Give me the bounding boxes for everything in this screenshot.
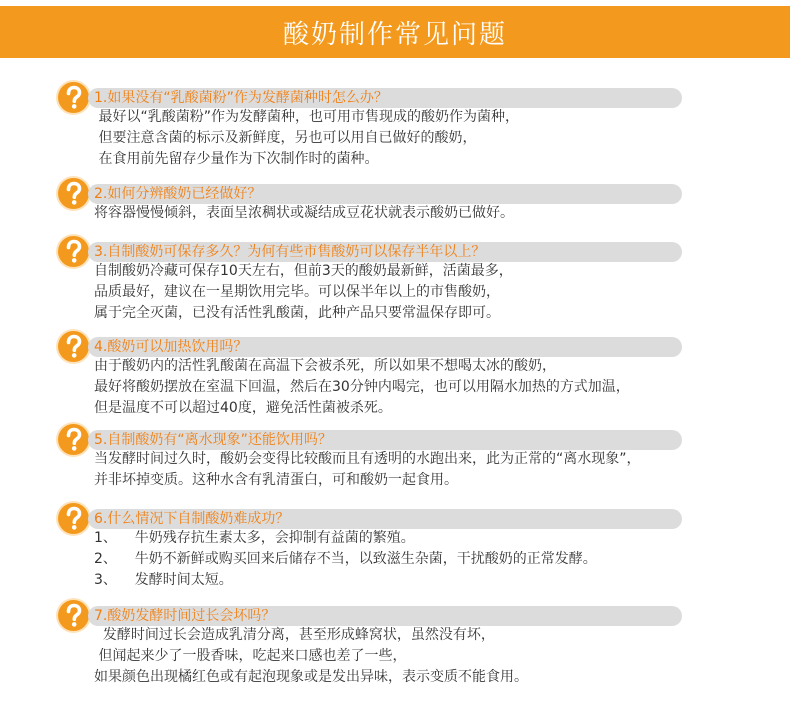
question-mark-icon	[58, 82, 89, 113]
faq-answer-line: 自制酸奶冷藏可保存10天左右，但前3天的酸奶最新鲜，活菌最多，	[94, 263, 513, 279]
faq-answer-line: 并非坏掉变质。这种水含有乳清蛋白，可和酸奶一起食用。	[94, 472, 458, 488]
faq-answer-line: 品质最好，建议在一星期饮用完毕。可以保半年以上的市售酸奶，	[94, 284, 500, 300]
faq-question: 3.自制酸奶可保存多久？为何有些市售酸奶可以保存半年以上？	[88, 242, 682, 262]
page-title: 酸奶制作常见问题	[282, 19, 507, 50]
faq-answer-line: 当发酵时间过久时，酸奶会变得比较酸而且有透明的水跑出来，此为正常的“离水现象”，	[94, 451, 641, 467]
faq-answer-line: 但是温度不可以超过40度，避免活性菌被杀死。	[94, 400, 392, 416]
faq-answer-line: 3、 发酵时间太短。	[94, 572, 233, 588]
faq-answer	[94, 203, 734, 224]
faq-answer	[94, 625, 734, 688]
faq-answer-line: 在食用前先留存少量作为下次制作时的菌种。	[94, 151, 379, 167]
faq-answer-line: 最好将酸奶摆放在室温下回温，然后在30分钟内喝完，也可以用隔水加热的方式加温，	[94, 379, 630, 395]
faq-answer-line: 由于酸奶内的活性乳酸菌在高温下会被杀死，所以如果不想喝太冰的酸奶，	[94, 358, 556, 374]
faq-answer	[94, 528, 734, 591]
faq-question: 2.如何分辨酸奶已经做好？	[88, 184, 682, 204]
page-title-banner	[0, 6, 790, 58]
faq-answer-line: 1、 牛奶残存抗生素太多，会抑制有益菌的繁殖。	[94, 530, 415, 546]
faq-answer-line: 将容器慢慢倾斜，表面呈浓稠状或凝结成豆花状就表示酸奶已做好。	[94, 205, 514, 221]
faq-question: 5.自制酸奶有“离水现象”还能饮用吗？	[88, 430, 682, 450]
question-mark-icon	[58, 236, 89, 267]
faq-answer-line: 最好以“乳酸菌粉”作为发酵菌种，也可用市售现成的酸奶作为菌种，	[94, 109, 519, 125]
faq-answer-line: 属于完全灭菌，已没有活性乳酸菌，此种产品只要常温保存即可。	[94, 305, 500, 321]
faq-answer	[94, 107, 734, 170]
faq-question: 7.酸奶发酵时间过长会坏吗？	[88, 606, 682, 626]
faq-answer-line: 但闻起来少了一股香味，吃起来口感也差了一些，	[94, 648, 407, 664]
question-mark-icon	[58, 331, 89, 362]
faq-answer	[94, 356, 734, 419]
question-mark-icon	[58, 600, 89, 631]
question-mark-icon	[58, 178, 89, 209]
faq-answer	[94, 261, 734, 324]
question-mark-icon	[58, 424, 89, 455]
faq-question: 6.什么情况下自制酸奶难成功？	[88, 509, 682, 529]
faq-answer-line: 2、 牛奶不新鲜或购买回来后储存不当，以致滋生杂菌，干扰酸奶的正常发酵。	[94, 551, 597, 567]
faq-answer-line: 发酵时间过长会造成乳清分离，甚至形成蜂窝状，虽然没有坏，	[94, 627, 495, 643]
faq-question: 1.如果没有“乳酸菌粉”作为发酵菌种时怎么办？	[88, 88, 682, 108]
faq-answer-line: 如果颜色出现橘红色或有起泡现象或是发出异味，表示变质不能食用。	[94, 669, 528, 685]
faq-answer-line: 但要注意含菌的标示及新鲜度，另也可以用自已做好的酸奶，	[94, 130, 477, 146]
question-mark-icon	[58, 503, 89, 534]
faq-answer	[94, 449, 734, 491]
faq-question: 4.酸奶可以加热饮用吗？	[88, 337, 682, 357]
